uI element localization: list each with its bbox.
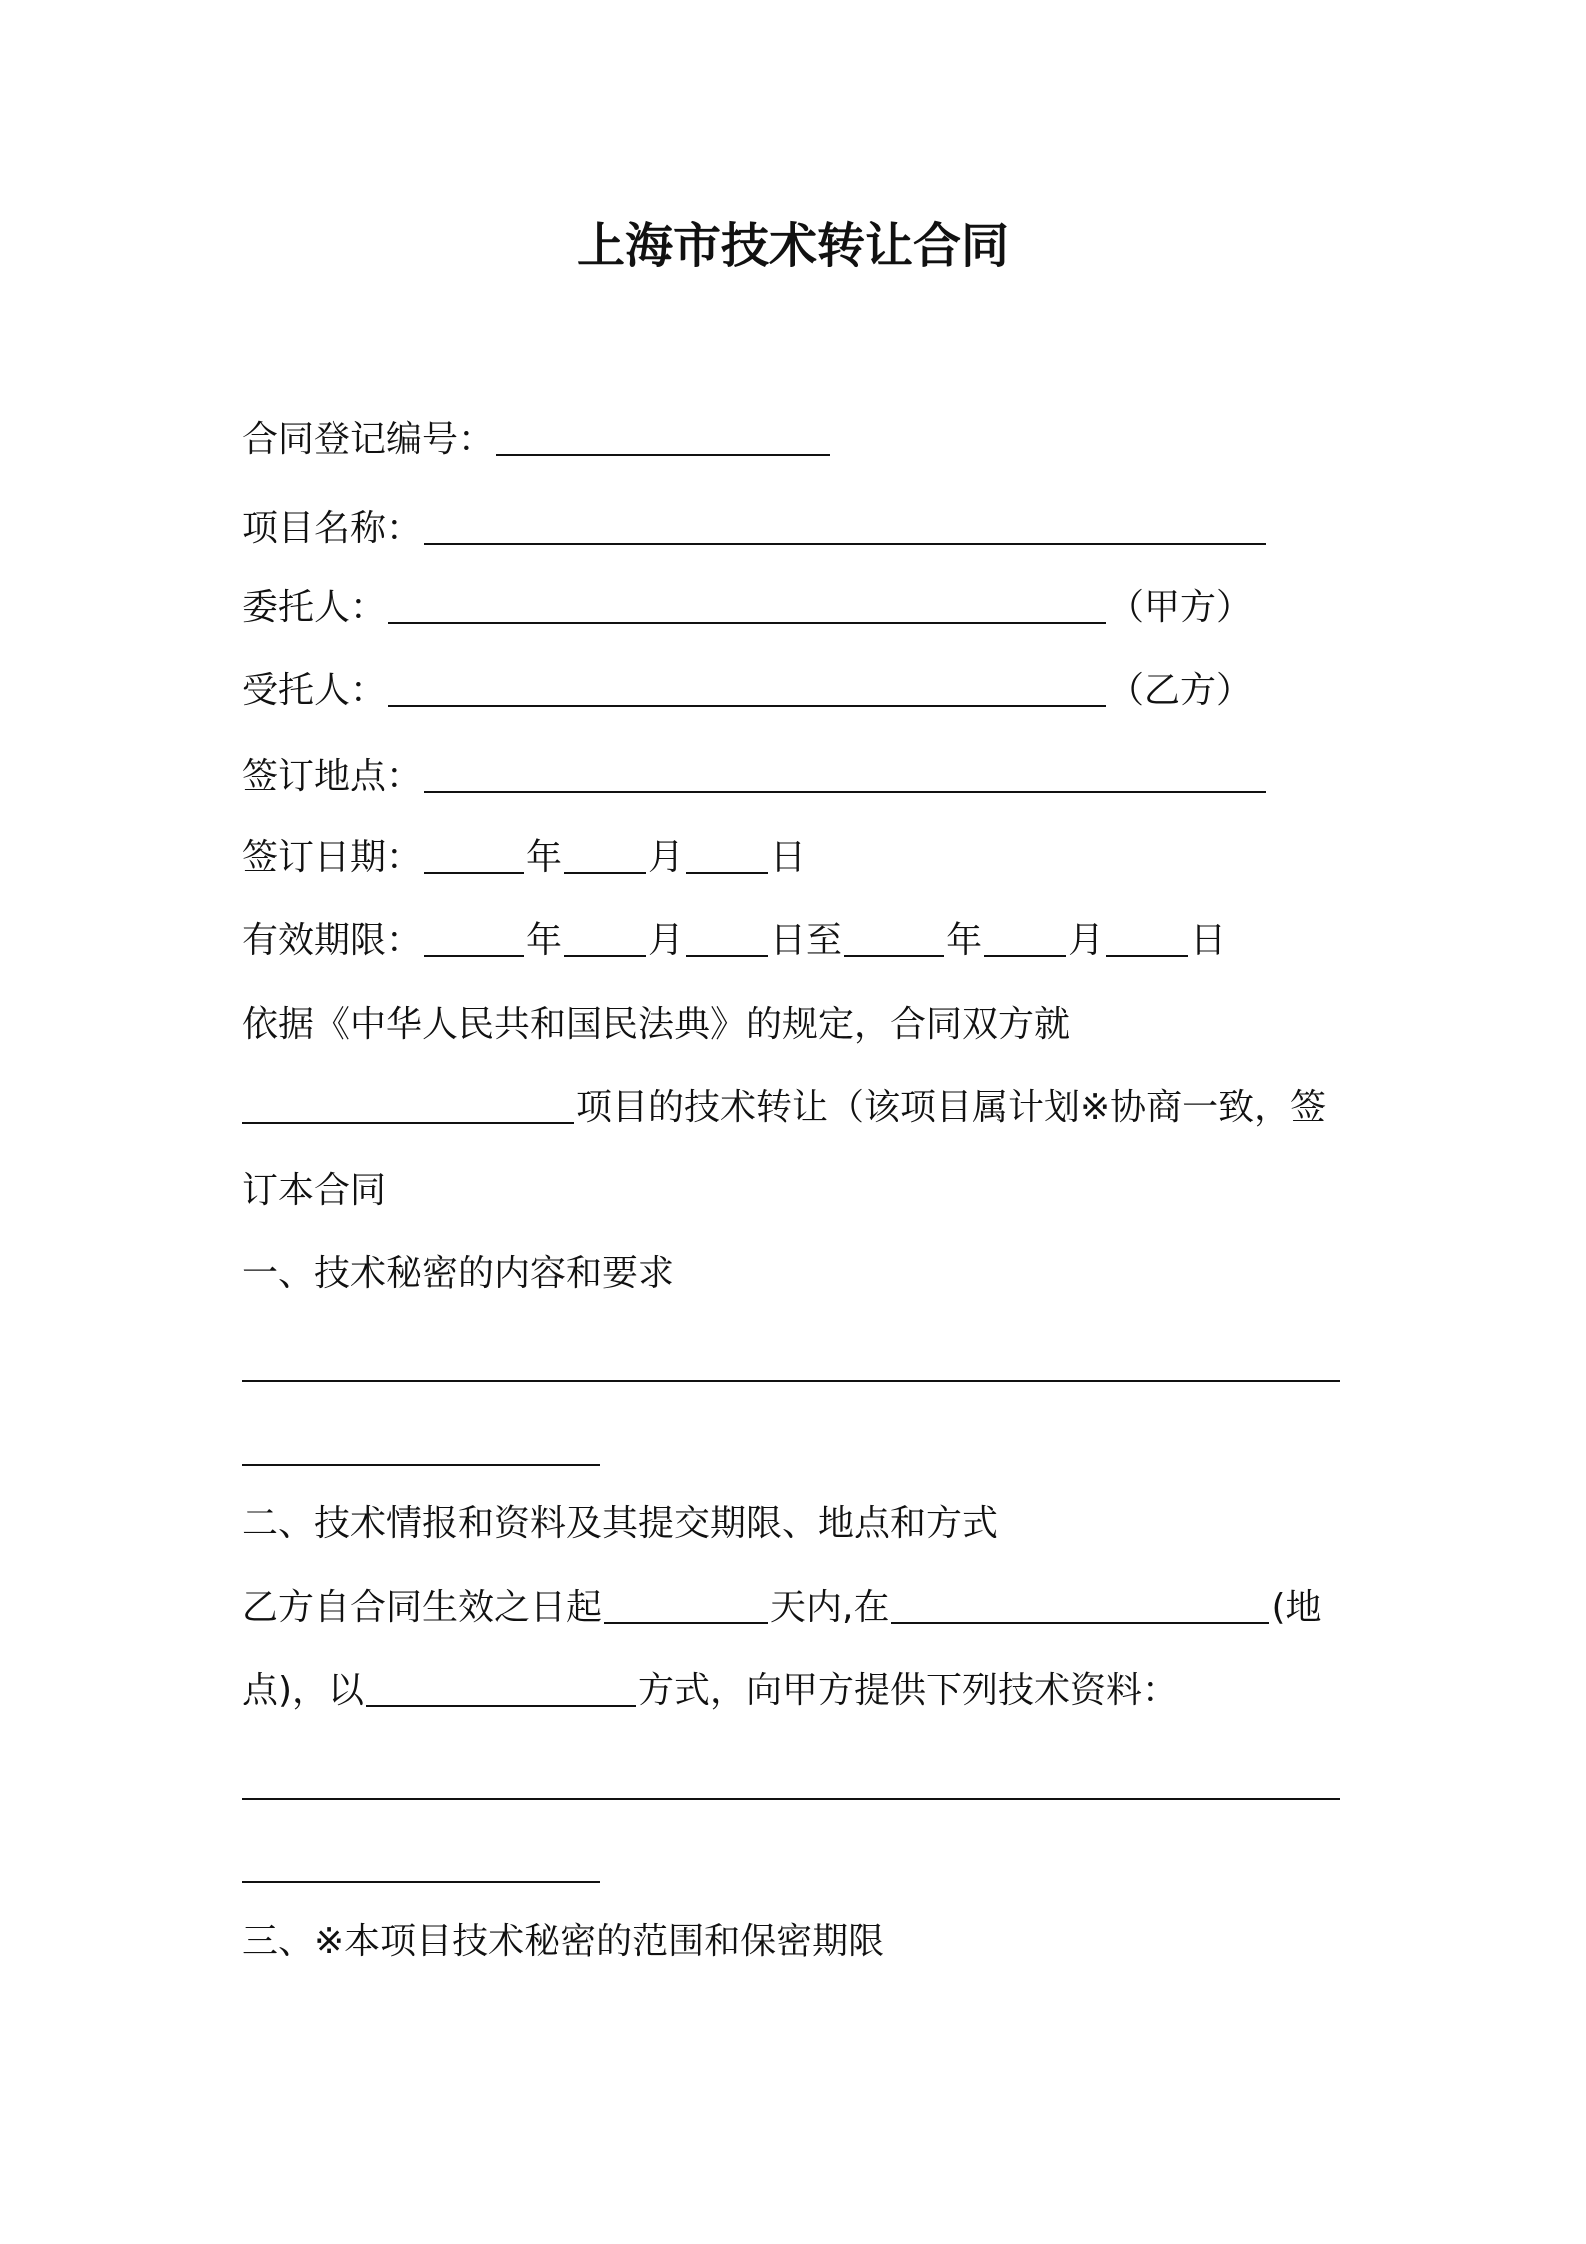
section-2-heading xyxy=(242,1500,998,1548)
section-2-blank-line-1[interactable] xyxy=(242,1798,1340,1800)
client-label: 委托人： xyxy=(242,587,387,628)
intro-line-2 xyxy=(242,1084,1326,1132)
signing-place-label: 签订地点： xyxy=(242,756,423,797)
section-2-line-2 xyxy=(242,1667,1178,1715)
start-year-field[interactable] xyxy=(424,919,524,957)
section-3-heading-text: 三、※本项目技术秘密的范围和保密期限 xyxy=(242,1921,885,1962)
contractor-field[interactable] xyxy=(388,669,1106,707)
signing-date-label: 签订日期： xyxy=(242,837,423,878)
end-month-field[interactable] xyxy=(984,919,1066,957)
section-1-blank-line-1[interactable] xyxy=(242,1380,1340,1382)
signing-day-field[interactable] xyxy=(686,836,768,874)
section-2-heading-text: 二、技术情报和资料及其提交期限、地点和方式 xyxy=(242,1503,999,1544)
signing-month-field[interactable] xyxy=(564,836,646,874)
days-field[interactable] xyxy=(604,1586,768,1624)
contractor-line xyxy=(242,667,1252,715)
intro-line-1 xyxy=(242,1001,1070,1049)
validity-line xyxy=(242,917,1226,965)
section-1-heading-text: 一、技术秘密的内容和要求 xyxy=(242,1253,675,1294)
registration-number-label: 合同登记编号： xyxy=(242,419,495,460)
registration-number-line xyxy=(242,416,832,464)
contractor-label: 受托人： xyxy=(242,670,387,711)
section-2-line-1 xyxy=(242,1584,1322,1632)
project-name-line xyxy=(242,505,1268,553)
section-3-heading xyxy=(242,1918,884,1966)
signing-date-line xyxy=(242,834,806,882)
contractor-suffix: （乙方） xyxy=(1108,670,1253,711)
day-unit: 日 xyxy=(770,837,807,878)
location-field[interactable] xyxy=(891,1586,1269,1624)
intro-text-1: 依据《中华人民共和国民法典》的规定，合同双方就 xyxy=(242,1004,1071,1045)
start-month-field[interactable] xyxy=(564,919,646,957)
section-2-text-c: (地 xyxy=(1271,1587,1322,1628)
section-2-text-b: 天内,在 xyxy=(770,1587,890,1628)
signing-year-field[interactable] xyxy=(424,836,524,874)
signing-place-field[interactable] xyxy=(424,755,1266,793)
day-unit: 日 xyxy=(1190,920,1227,961)
year-unit: 年 xyxy=(946,920,983,961)
client-suffix: （甲方） xyxy=(1108,587,1253,628)
section-2-blank-line-2[interactable] xyxy=(242,1881,600,1883)
intro-text-2: 项目的技术转让（该项目属计划※协商一致，签 xyxy=(576,1087,1327,1128)
month-unit: 月 xyxy=(648,920,685,961)
section-1-heading xyxy=(242,1250,674,1298)
section-1-blank-line-2[interactable] xyxy=(242,1464,600,1466)
month-unit: 月 xyxy=(1068,920,1105,961)
registration-number-field[interactable] xyxy=(496,418,830,456)
end-year-field[interactable] xyxy=(844,919,944,957)
document-title: 上海市技术转让合同 xyxy=(576,218,1009,274)
client-line xyxy=(242,584,1252,632)
section-2-text-e: 方式，向甲方提供下列技术资料： xyxy=(638,1670,1179,1711)
year-unit: 年 xyxy=(526,837,563,878)
intro-text-3: 订本合同 xyxy=(242,1170,387,1211)
client-field[interactable] xyxy=(388,586,1106,624)
validity-label: 有效期限： xyxy=(242,920,423,961)
year-unit: 年 xyxy=(526,920,563,961)
end-day-field[interactable] xyxy=(1106,919,1188,957)
method-field[interactable] xyxy=(366,1669,636,1707)
start-day-field[interactable] xyxy=(686,919,768,957)
project-title-field[interactable] xyxy=(242,1086,574,1124)
intro-line-3 xyxy=(242,1167,386,1215)
month-unit: 月 xyxy=(648,837,685,878)
section-2-text-a: 乙方自合同生效之日起 xyxy=(242,1587,603,1628)
section-2-text-d: 点)，以 xyxy=(242,1670,365,1711)
project-name-label: 项目名称： xyxy=(242,508,423,549)
day-to-unit: 日至 xyxy=(770,920,843,961)
signing-place-line xyxy=(242,753,1268,801)
project-name-field[interactable] xyxy=(424,507,1266,545)
